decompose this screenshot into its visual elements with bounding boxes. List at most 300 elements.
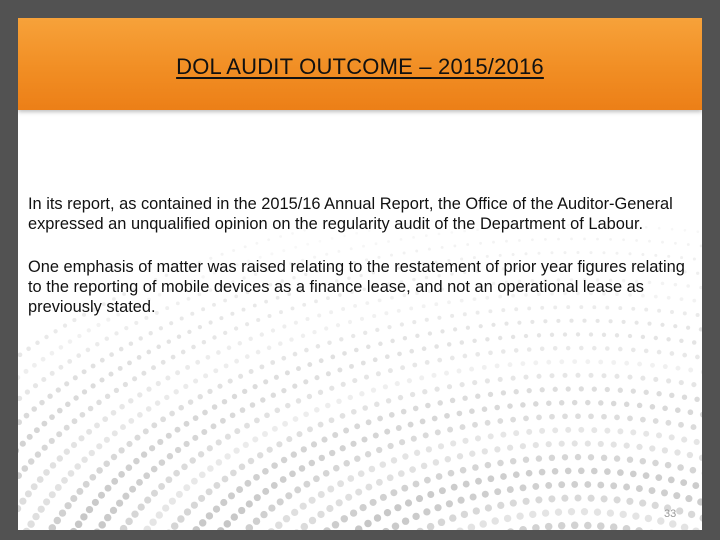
background-dot xyxy=(637,403,643,409)
background-dot xyxy=(248,458,254,464)
background-dot xyxy=(559,441,565,447)
background-dot xyxy=(263,379,268,384)
background-dot xyxy=(623,484,630,491)
background-dot xyxy=(127,360,132,365)
background-dot xyxy=(333,465,340,472)
background-dot xyxy=(426,446,432,452)
background-dot xyxy=(146,386,151,391)
background-dot xyxy=(433,459,439,465)
background-dot xyxy=(488,350,493,355)
background-dot xyxy=(78,435,84,441)
background-dot xyxy=(59,345,64,350)
background-dot xyxy=(655,474,662,481)
background-dot xyxy=(479,520,487,528)
background-dot xyxy=(319,455,325,461)
background-dot xyxy=(151,490,158,497)
background-dot xyxy=(327,340,331,344)
background-dot xyxy=(299,465,306,472)
background-dot xyxy=(228,379,233,384)
background-dot xyxy=(627,375,632,380)
background-dot xyxy=(447,384,452,389)
background-dot xyxy=(575,454,581,460)
background-dot xyxy=(656,432,662,438)
background-dot xyxy=(650,363,655,368)
background-dot xyxy=(510,458,516,464)
background-dot xyxy=(437,400,442,405)
background-dot xyxy=(161,360,166,365)
background-dot xyxy=(28,458,34,464)
background-dot xyxy=(653,377,658,382)
background-dot xyxy=(670,351,675,356)
background-dot xyxy=(129,341,134,346)
background-dot xyxy=(431,373,436,378)
background-dot xyxy=(380,461,387,468)
background-dot xyxy=(318,491,325,498)
background-dot xyxy=(568,508,575,515)
background-dot xyxy=(371,387,376,392)
background-dot xyxy=(348,395,353,400)
background-dot xyxy=(597,482,604,489)
background-dot xyxy=(128,398,133,403)
background-dot xyxy=(100,358,105,363)
background-dot xyxy=(111,410,117,416)
background-dot xyxy=(35,341,39,345)
background-dot xyxy=(553,346,558,351)
background-dot xyxy=(485,462,492,469)
background-dot xyxy=(57,408,63,414)
background-dot xyxy=(173,470,180,477)
background-dot xyxy=(43,469,50,476)
background-dot xyxy=(73,375,78,380)
background-dot xyxy=(649,445,655,451)
background-dot xyxy=(581,508,588,515)
background-dot xyxy=(256,350,261,355)
background-dot xyxy=(539,469,546,476)
background-dot xyxy=(64,381,69,386)
background-dot xyxy=(131,511,138,518)
background-dot xyxy=(303,481,310,488)
background-dot xyxy=(267,447,273,453)
background-dot xyxy=(329,417,335,423)
background-dot xyxy=(419,375,424,380)
background-dot xyxy=(662,447,668,453)
background-dot xyxy=(250,402,256,408)
background-dot xyxy=(37,476,44,483)
background-dot xyxy=(43,498,50,505)
background-dot xyxy=(501,349,506,354)
paragraph-1: In its report, as contained in the 2015/16 Annual Report, the Office of the Auditor-General expressed an unqualified opinion on the regularity audit of the Department of Labour. xyxy=(28,195,673,233)
background-dot xyxy=(206,488,213,495)
background-dot xyxy=(157,439,163,445)
background-dot xyxy=(601,455,607,461)
background-dot xyxy=(120,424,126,430)
background-dot xyxy=(618,388,623,393)
background-dot xyxy=(169,498,176,505)
background-dot xyxy=(666,378,671,383)
background-dot xyxy=(545,523,553,530)
background-dot xyxy=(458,497,465,504)
background-dot xyxy=(566,386,571,391)
background-dot xyxy=(116,500,123,507)
background-dot xyxy=(184,508,191,515)
background-dot xyxy=(165,375,170,380)
background-dot xyxy=(579,346,584,351)
background-dot xyxy=(507,403,513,409)
background-dot xyxy=(119,404,125,410)
background-dot xyxy=(678,422,684,428)
background-dot xyxy=(191,345,196,350)
background-dot xyxy=(95,342,100,347)
background-dot xyxy=(128,418,134,424)
background-dot xyxy=(697,498,702,505)
background-dot xyxy=(286,436,292,442)
background-dot xyxy=(352,378,357,383)
background-dot xyxy=(604,468,611,475)
background-dot xyxy=(624,402,630,408)
background-dot xyxy=(307,426,313,432)
background-dot xyxy=(144,497,151,504)
background-dot xyxy=(652,502,659,509)
background-dot xyxy=(685,495,692,502)
background-dot xyxy=(488,433,494,439)
background-dot xyxy=(183,384,188,389)
background-dot xyxy=(82,369,87,374)
background-dot xyxy=(188,399,193,404)
background-dot xyxy=(536,455,542,461)
background-dot xyxy=(488,392,493,397)
background-dot xyxy=(18,375,20,380)
background-dot xyxy=(227,346,232,351)
background-dot xyxy=(318,422,324,428)
background-dot xyxy=(416,528,424,530)
background-dot xyxy=(412,363,417,368)
background-dot xyxy=(314,407,320,413)
background-dot xyxy=(18,352,22,357)
background-dot xyxy=(254,418,260,424)
background-dot xyxy=(450,356,455,361)
paragraph-2: One emphasis of matter was raised relating to the restatement of prior year figures relating to the reporting of mobile devices as a finance lease, and not an operational lease as previously stated. xyxy=(28,258,685,316)
background-dot xyxy=(58,365,63,370)
background-dot xyxy=(57,455,63,461)
background-dot xyxy=(601,414,607,420)
background-dot xyxy=(80,412,86,418)
background-dot xyxy=(349,364,354,369)
background-dot xyxy=(365,484,372,491)
background-dot xyxy=(336,399,341,404)
background-dot xyxy=(201,429,207,435)
background-dot xyxy=(198,495,205,502)
background-dot xyxy=(94,422,100,428)
background-dot xyxy=(497,418,503,424)
background-dot xyxy=(592,346,597,351)
background-dot xyxy=(199,519,206,526)
background-dot xyxy=(111,478,118,485)
background-dot xyxy=(318,390,323,395)
background-dot xyxy=(507,486,514,493)
background-dot xyxy=(76,353,81,358)
background-dot xyxy=(88,406,94,412)
background-dot xyxy=(656,391,661,396)
background-dot xyxy=(682,353,687,358)
background-dot xyxy=(54,517,61,524)
background-dot xyxy=(112,430,118,436)
background-dot xyxy=(98,521,106,529)
background-dot xyxy=(450,398,455,403)
background-dot xyxy=(65,402,71,408)
background-dot xyxy=(358,470,365,477)
background-dot xyxy=(447,427,453,433)
background-dot xyxy=(584,522,592,530)
background-dot xyxy=(332,521,340,529)
background-dot xyxy=(691,382,696,387)
background-dot xyxy=(675,407,681,413)
background-dot xyxy=(300,503,307,510)
background-dot xyxy=(389,412,395,418)
background-dot xyxy=(562,373,567,378)
background-dot xyxy=(55,484,62,491)
background-dot xyxy=(601,495,608,502)
background-dot xyxy=(325,403,331,409)
background-dot xyxy=(72,418,78,424)
background-dot xyxy=(696,313,700,317)
background-dot xyxy=(677,464,684,471)
background-dot xyxy=(202,340,206,344)
background-dot xyxy=(220,499,227,506)
background-dot xyxy=(231,513,238,520)
background-dot xyxy=(364,375,369,380)
background-dot xyxy=(156,511,163,518)
background-dot xyxy=(644,349,649,354)
background-dot xyxy=(342,351,347,356)
background-dot xyxy=(65,502,72,509)
background-dot xyxy=(136,479,143,486)
background-dot xyxy=(527,347,532,352)
background-dot xyxy=(275,521,283,529)
background-dot xyxy=(553,387,558,392)
background-dot xyxy=(281,388,286,393)
background-dot xyxy=(257,452,263,458)
background-dot xyxy=(439,487,446,494)
background-dot xyxy=(309,517,316,524)
background-dot xyxy=(632,513,639,520)
background-dot xyxy=(566,346,571,351)
background-dot xyxy=(444,371,449,376)
background-dot xyxy=(446,500,453,507)
background-dot xyxy=(275,408,281,414)
background-dot xyxy=(610,482,617,489)
background-dot xyxy=(191,478,198,485)
background-dot xyxy=(171,522,179,530)
background-dot xyxy=(175,370,180,375)
background-dot xyxy=(400,365,405,370)
background-dot xyxy=(627,456,633,462)
background-dot xyxy=(244,480,251,487)
background-dot xyxy=(373,357,378,362)
background-dot xyxy=(296,398,301,403)
background-dot xyxy=(102,416,108,422)
background-dot xyxy=(475,478,482,485)
background-dot xyxy=(297,431,303,437)
background-dot xyxy=(151,365,156,370)
background-dot xyxy=(238,507,245,514)
slide-body xyxy=(28,194,688,340)
background-dot xyxy=(549,414,555,420)
background-dot xyxy=(272,426,278,432)
background-dot xyxy=(611,442,617,448)
background-dot xyxy=(123,382,128,387)
title-bar xyxy=(18,18,702,110)
background-dot xyxy=(457,369,462,374)
background-dot xyxy=(514,348,519,353)
background-dot xyxy=(540,347,545,352)
background-dot xyxy=(259,364,264,369)
background-dot xyxy=(416,495,423,502)
background-dot xyxy=(513,430,519,436)
background-dot xyxy=(650,404,656,410)
background-dot xyxy=(252,436,258,442)
background-dot xyxy=(80,513,87,520)
background-dot xyxy=(398,470,405,477)
background-dot xyxy=(374,514,381,521)
background-dot xyxy=(68,339,72,343)
background-dot xyxy=(32,363,37,368)
background-dot xyxy=(292,384,297,389)
background-dot xyxy=(527,388,532,393)
background-dot xyxy=(434,504,441,511)
background-dot xyxy=(614,496,621,503)
background-dot xyxy=(73,395,78,400)
background-dot xyxy=(574,494,581,501)
background-dot xyxy=(598,441,604,447)
background-dot xyxy=(132,376,137,381)
background-dot xyxy=(497,502,504,509)
background-dot xyxy=(34,427,40,433)
background-dot xyxy=(607,509,614,516)
background-dot xyxy=(572,400,577,405)
background-dot xyxy=(18,447,19,453)
background-dot xyxy=(268,528,276,530)
background-dot xyxy=(438,443,444,449)
background-dot xyxy=(461,511,468,518)
background-dot xyxy=(653,418,659,424)
background-dot xyxy=(239,464,246,471)
background-dot xyxy=(649,487,656,494)
background-dot xyxy=(691,424,697,430)
background-dot xyxy=(701,370,702,375)
background-dot xyxy=(354,348,359,353)
background-dot xyxy=(96,443,102,449)
background-dot xyxy=(50,462,57,469)
background-dot xyxy=(637,362,642,367)
background-dot xyxy=(494,405,500,411)
background-dot xyxy=(311,441,317,447)
background-dot xyxy=(345,494,352,501)
background-dot xyxy=(562,454,568,460)
background-dot xyxy=(166,433,172,439)
background-dot xyxy=(378,342,383,347)
background-dot xyxy=(91,383,96,388)
background-dot xyxy=(18,419,22,425)
background-dot xyxy=(472,464,479,471)
background-dot xyxy=(105,485,112,492)
background-dot xyxy=(571,481,578,488)
background-dot xyxy=(285,492,292,499)
background-dot xyxy=(323,470,330,477)
background-dot xyxy=(193,378,198,383)
background-dot xyxy=(109,352,114,357)
background-dot xyxy=(230,470,237,477)
background-dot xyxy=(340,413,346,419)
background-dot xyxy=(447,342,452,347)
background-dot xyxy=(198,394,203,399)
background-dot xyxy=(23,528,31,530)
background-dot xyxy=(278,341,283,346)
background-dot xyxy=(692,340,696,344)
background-dot xyxy=(155,400,160,405)
background-dot xyxy=(676,366,681,371)
background-dot xyxy=(293,529,301,530)
background-dot xyxy=(336,499,343,506)
background-dot xyxy=(267,346,272,351)
background-dot xyxy=(293,352,298,357)
background-dot xyxy=(693,257,696,260)
background-dot xyxy=(253,384,258,389)
background-dot xyxy=(549,373,554,378)
background-dot xyxy=(49,491,56,498)
background-dot xyxy=(500,432,506,438)
background-dot xyxy=(444,413,450,419)
background-dot xyxy=(327,486,334,493)
background-dot xyxy=(402,517,409,524)
background-dot xyxy=(234,359,239,364)
background-dot xyxy=(394,504,401,511)
background-dot xyxy=(109,372,114,377)
background-dot xyxy=(588,413,594,419)
background-dot xyxy=(31,406,37,412)
background-dot xyxy=(366,345,371,350)
background-dot xyxy=(350,509,357,516)
background-dot xyxy=(448,470,455,477)
background-dot xyxy=(532,483,539,490)
background-dot xyxy=(485,378,490,383)
background-dot xyxy=(460,340,464,344)
background-dot xyxy=(120,525,128,530)
background-dot xyxy=(137,355,142,360)
background-dot xyxy=(314,375,319,380)
background-dot xyxy=(262,488,269,495)
background-dot xyxy=(699,455,702,461)
background-dot xyxy=(203,373,208,378)
background-dot xyxy=(682,395,687,400)
background-dot xyxy=(598,360,603,365)
background-dot xyxy=(485,504,492,511)
background-dot xyxy=(343,428,349,434)
background-dot xyxy=(605,387,610,392)
background-dot xyxy=(330,355,335,360)
background-dot xyxy=(156,345,161,350)
background-dot xyxy=(482,406,488,412)
background-dot xyxy=(511,376,516,381)
background-dot xyxy=(532,524,540,530)
background-dot xyxy=(141,371,146,376)
background-dot xyxy=(224,520,232,528)
background-dot xyxy=(141,451,147,457)
background-dot xyxy=(75,521,83,529)
background-dot xyxy=(529,511,536,518)
background-dot xyxy=(488,475,495,482)
background-dot xyxy=(542,509,549,516)
background-dot xyxy=(424,477,431,484)
